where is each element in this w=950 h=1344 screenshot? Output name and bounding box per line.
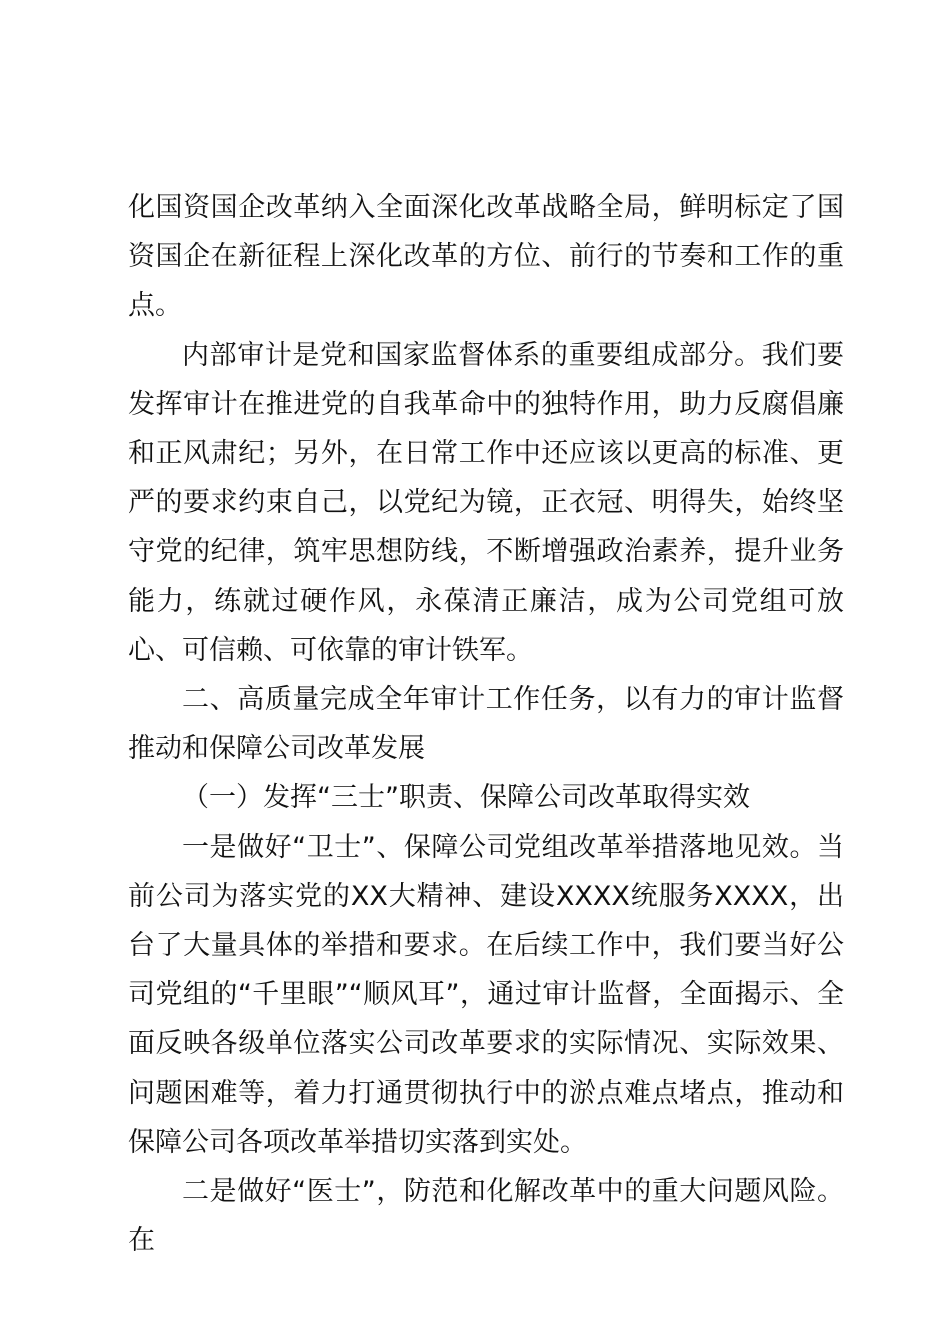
paragraph-guardian: 一是做好“卫士”、保障公司党组改革举措落地见效。当前公司为落实党的XX大精神、建设XXXX统服务XXXX，出台了大量具体的举措和要求。在后续工作中，我们要当好公司党组的“千里眼”“顺风耳”，通过审计监督，全面揭示、全面反映各级单位落实公司改革要求的实际情况、实际效果、问题困难等，着力打通贯彻执行中的淤点难点堵点，推动和保障公司各项改革举措切实落到实处。 [128,831,844,1158]
paragraph-doctor: 二是做好“医士”，防范和化解改革中的重大问题风险。在 [128,1176,844,1257]
section-heading-2: 二、高质量完成全年审计工作任务，以有力的审计监督推动和保障公司改革发展 [128,684,844,765]
paragraph-reform-overview: 化国资国企改革纳入全面深化改革战略全局，鲜明标定了国资国企在新征程上深化改革的方位、前行的节奏和工作的重点。 [128,192,844,322]
document-body [128,183,844,1265]
paragraph-internal-audit: 内部审计是党和国家监督体系的重要组成部分。我们要发挥审计在推进党的自我革命中的独特作用，助力反腐倡廉和正风肃纪；另外，在日常工作中还应该以更高的标准、更严的要求约束自己，以党纪为镜，正衣冠、明得失，始终坚守党的纪律，筑牢思想防线，不断增强政治素养，提升业务能力，练就过硬作风，永葆清正廉洁，成为公司党组可放心、可信赖、可依靠的审计铁军。 [128,339,844,666]
subsection-heading-1: （一）发挥“三士”职责、保障公司改革取得实效 [182,782,750,814]
